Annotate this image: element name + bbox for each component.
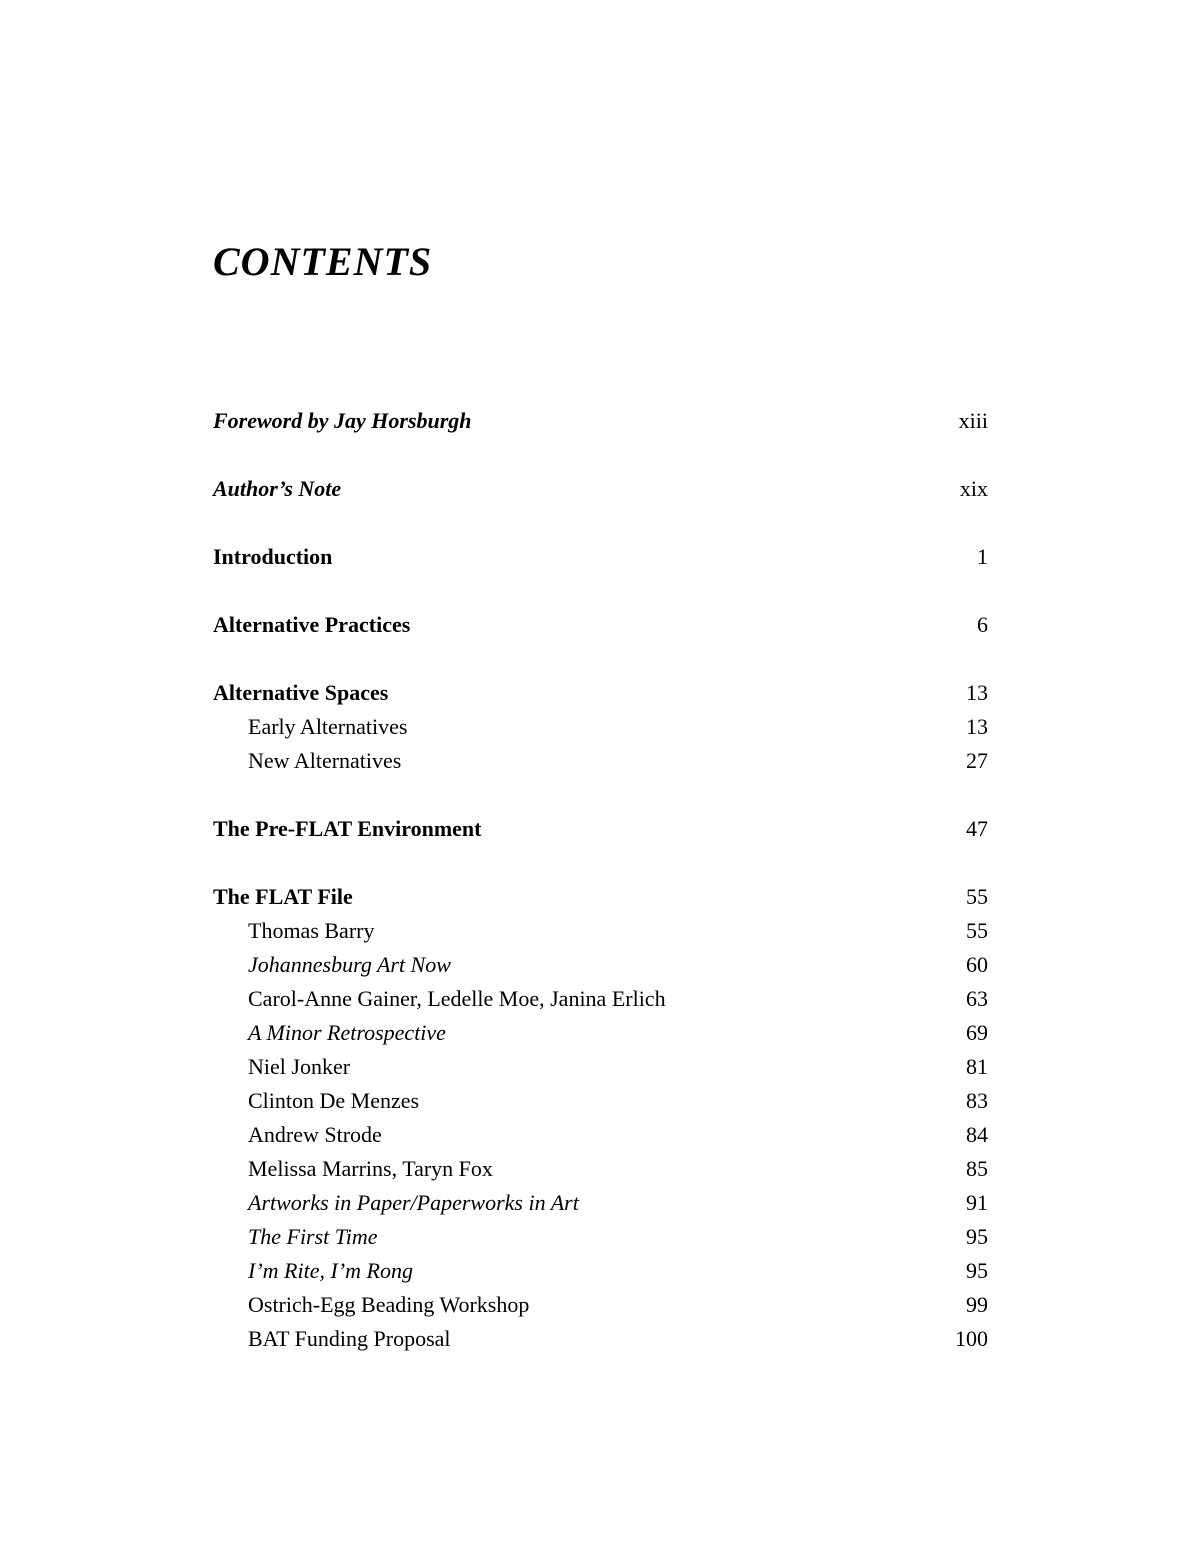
toc-entry-page-number: 100 <box>955 1326 988 1351</box>
toc-entry-label: Alternative Practices <box>213 612 411 637</box>
toc-entry <box>213 1084 988 1118</box>
toc-entry-label: BAT Funding Proposal <box>248 1326 451 1351</box>
toc-entry-page-number: 91 <box>966 1190 988 1215</box>
toc-entry <box>213 472 988 506</box>
toc-entry-label: Melissa Marrins, Taryn Fox <box>248 1156 493 1181</box>
toc-entry-label: Johannesburg Art Now <box>248 952 451 977</box>
toc-entry-label: A Minor Retrospective <box>248 1020 446 1045</box>
toc-entry-page-number: 95 <box>966 1258 988 1283</box>
toc-entry-page-number: 13 <box>966 714 988 739</box>
toc-entry-page-number: 13 <box>966 680 988 705</box>
toc-entry-label: Introduction <box>213 544 333 569</box>
toc-entry-label: The First Time <box>248 1224 378 1249</box>
toc-entry-label: Andrew Strode <box>248 1122 382 1147</box>
toc-entry <box>213 676 988 710</box>
toc-entry <box>213 404 988 438</box>
toc-entry-label: I’m Rite, I’m Rong <box>248 1258 413 1283</box>
toc-entry-label: Alternative Spaces <box>213 680 389 705</box>
toc-entry-page-number: 83 <box>966 1088 988 1113</box>
toc-entry-label: Ostrich-Egg Beading Workshop <box>248 1292 530 1317</box>
toc-entry-page-number: 6 <box>977 612 988 637</box>
toc-entry-label: New Alternatives <box>248 748 402 773</box>
toc-entry-label: Artworks in Paper/Paperworks in Art <box>248 1190 579 1215</box>
toc-entry-page-number: 60 <box>966 952 988 977</box>
toc-entry-label: Niel Jonker <box>248 1054 351 1079</box>
toc-entry <box>213 1322 988 1356</box>
toc-entry-label: The Pre-FLAT Environment <box>213 816 482 841</box>
table-of-contents <box>213 404 988 1356</box>
toc-entry <box>213 914 988 948</box>
toc-entry-label: Clinton De Menzes <box>248 1088 420 1113</box>
toc-entry-label: Carol-Anne Gainer, Ledelle Moe, Janina Erlich <box>248 986 666 1011</box>
page-title: CONTENTS <box>213 239 433 284</box>
toc-entry-label: Early Alternatives <box>248 714 408 739</box>
toc-entry-page-number: 63 <box>966 986 988 1011</box>
toc-entry-page-number: 84 <box>966 1122 988 1147</box>
toc-entry-page-number: 95 <box>966 1224 988 1249</box>
toc-entry-page-number: 81 <box>966 1054 988 1079</box>
toc-entry-page-number: 47 <box>966 816 988 841</box>
toc-entry <box>213 1118 988 1152</box>
toc-entry <box>213 948 988 982</box>
toc-entry-page-number: 1 <box>977 544 988 569</box>
toc-entry <box>213 540 988 574</box>
toc-entry <box>213 982 988 1016</box>
toc-entry <box>213 1016 988 1050</box>
toc-entry <box>213 1186 988 1220</box>
toc-entry-page-number: 99 <box>966 1292 988 1317</box>
toc-entry <box>213 1220 988 1254</box>
toc-entry <box>213 1254 988 1288</box>
toc-entry <box>213 608 988 642</box>
toc-entry <box>213 1288 988 1322</box>
toc-entry <box>213 880 988 914</box>
toc-entry-page-number: xix <box>959 476 988 501</box>
toc-entry <box>213 1152 988 1186</box>
toc-entry-label: Foreword by Jay Horsburgh <box>213 408 472 433</box>
toc-entry <box>213 744 988 778</box>
toc-entry <box>213 812 988 846</box>
toc-entry <box>213 710 988 744</box>
toc-entry-label: Author’s Note <box>213 476 342 501</box>
toc-entry-page-number: 55 <box>966 918 988 943</box>
toc-entry-label: The FLAT File <box>213 884 353 909</box>
toc-entry-page-number: 85 <box>966 1156 988 1181</box>
toc-entry-page-number: 55 <box>966 884 988 909</box>
toc-entry-page-number: xiii <box>958 408 988 433</box>
toc-entry-page-number: 27 <box>966 748 988 773</box>
toc-entry-label: Thomas Barry <box>248 918 375 943</box>
toc-entry <box>213 1050 988 1084</box>
toc-entry-page-number: 69 <box>966 1020 988 1045</box>
